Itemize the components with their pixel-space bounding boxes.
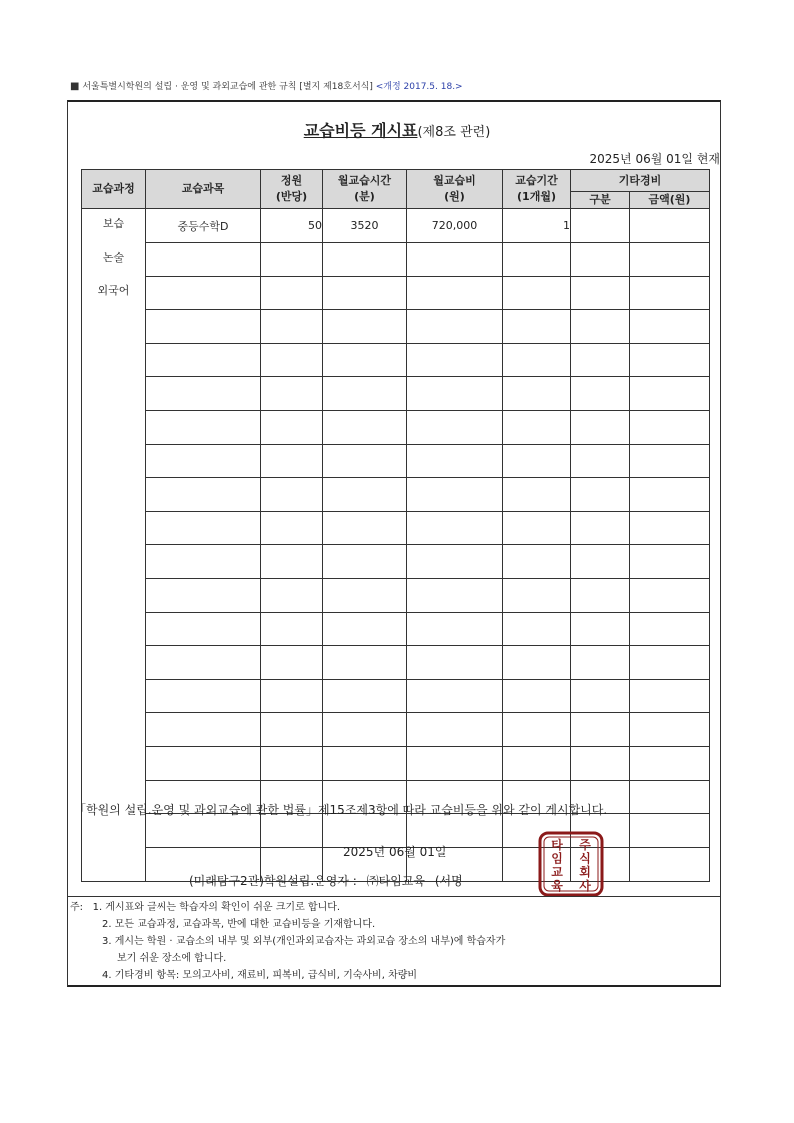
- fee-cell: [407, 747, 503, 781]
- subject-cell: [146, 276, 261, 310]
- course-cell: 논술: [82, 243, 146, 277]
- capacity-cell: [261, 713, 323, 747]
- other-type-cell: [571, 377, 630, 411]
- signer-branch: (미래탐구2관)학원설립.운영자 :: [189, 874, 357, 888]
- course-cell: [82, 847, 146, 881]
- course-cell: [82, 713, 146, 747]
- other-type-cell: [571, 411, 630, 445]
- period-cell: [503, 747, 571, 781]
- subject-cell: [146, 612, 261, 646]
- other-type-cell: [571, 713, 630, 747]
- other-amount-cell: [630, 679, 710, 713]
- notes-prefix: 주:: [70, 902, 84, 913]
- svg-text:주: 주: [579, 838, 591, 852]
- hours-cell: [323, 310, 407, 344]
- fee-cell: [407, 679, 503, 713]
- header-hours-line1: 월교습시간: [337, 174, 392, 187]
- period-cell: [503, 579, 571, 613]
- header-period: [503, 170, 571, 209]
- period-cell: [503, 276, 571, 310]
- title-sub: (제8조 관련): [417, 125, 491, 140]
- subject-cell: [146, 713, 261, 747]
- note-4: 4. 기타경비 항목: 모의고사비, 재료비, 피복비, 급식비, 기숙사비, 차량비: [102, 970, 418, 981]
- course-cell: [82, 444, 146, 478]
- hours-cell: [323, 343, 407, 377]
- capacity-cell: [261, 646, 323, 680]
- capacity-cell: [261, 579, 323, 613]
- header-period-line2: (1개월): [517, 190, 556, 203]
- header-monthly-fee: [407, 170, 503, 209]
- other-amount-cell: [630, 444, 710, 478]
- other-type-cell: [571, 276, 630, 310]
- course-cell: [82, 814, 146, 848]
- fee-cell: [407, 713, 503, 747]
- other-type-cell: [571, 646, 630, 680]
- fee-cell: [407, 646, 503, 680]
- other-type-cell: [571, 343, 630, 377]
- signer-sign-label: (서명: [434, 874, 463, 888]
- svg-text:타: 타: [551, 838, 563, 852]
- hours-cell: [323, 276, 407, 310]
- subject-cell: [146, 411, 261, 445]
- other-type-cell: [571, 243, 630, 277]
- subject-cell: [146, 511, 261, 545]
- note-3-cont: 보기 쉬운 장소에 합니다.: [117, 953, 227, 964]
- fee-cell: 720,000: [407, 209, 503, 243]
- other-amount-cell: [630, 545, 710, 579]
- other-type-cell: [571, 747, 630, 781]
- capacity-cell: [261, 276, 323, 310]
- capacity-cell: [261, 478, 323, 512]
- fee-cell: [407, 511, 503, 545]
- course-cell: [82, 747, 146, 781]
- fee-cell: [407, 377, 503, 411]
- table-row: [82, 747, 710, 781]
- other-amount-cell: [630, 310, 710, 344]
- table-row: [82, 545, 710, 579]
- other-amount-cell: [630, 847, 710, 881]
- subject-cell: [146, 444, 261, 478]
- header-subject: 교습과목: [146, 170, 261, 209]
- table-row: [82, 343, 710, 377]
- other-amount-cell: [630, 579, 710, 613]
- other-amount-cell: [630, 814, 710, 848]
- hours-cell: [323, 747, 407, 781]
- subject-cell: [146, 814, 261, 848]
- period-cell: [503, 411, 571, 445]
- regulation-reference: 서울특별시학원의 설립 · 운영 및 과외교습에 관한 규칙 [별지 제18호서식]: [82, 82, 373, 92]
- course-cell: [82, 579, 146, 613]
- hours-cell: [323, 377, 407, 411]
- subject-cell: [146, 545, 261, 579]
- note-line: [70, 899, 505, 916]
- posting-statement: 「학원의 설립.운영 및 과외교습에 관한 법률」제15조제3항에 따라 교습비등을 위와 같이 게시합니다.: [74, 803, 608, 817]
- period-cell: [503, 444, 571, 478]
- period-cell: [503, 511, 571, 545]
- table-row: [82, 478, 710, 512]
- fee-cell: [407, 612, 503, 646]
- subject-cell: [146, 679, 261, 713]
- course-cell: [82, 646, 146, 680]
- capacity-cell: [261, 343, 323, 377]
- period-cell: [503, 310, 571, 344]
- period-cell: [503, 612, 571, 646]
- hours-cell: [323, 646, 407, 680]
- signer-line: [189, 872, 469, 889]
- other-type-cell: [571, 209, 630, 243]
- table-row: [82, 310, 710, 344]
- header-hours-line2: (분): [354, 190, 375, 203]
- fee-cell: [407, 243, 503, 277]
- other-amount-cell: [630, 747, 710, 781]
- hours-cell: [323, 511, 407, 545]
- period-cell: [503, 243, 571, 277]
- course-cell: 보습: [82, 209, 146, 243]
- course-cell: [82, 377, 146, 411]
- subject-cell: 중등수학D: [146, 209, 261, 243]
- table-row: [82, 646, 710, 680]
- signer-operator: ㈜타임교육: [366, 874, 425, 888]
- table-row: [82, 243, 710, 277]
- subject-cell: [146, 343, 261, 377]
- other-type-cell: [571, 511, 630, 545]
- capacity-cell: [261, 310, 323, 344]
- period-cell: [503, 377, 571, 411]
- other-amount-cell: [630, 343, 710, 377]
- period-cell: 1: [503, 209, 571, 243]
- capacity-cell: [261, 545, 323, 579]
- period-cell: [503, 478, 571, 512]
- hours-cell: [323, 579, 407, 613]
- fee-table: [81, 169, 710, 882]
- capacity-cell: [261, 679, 323, 713]
- capacity-cell: [261, 243, 323, 277]
- fee-table-body: [82, 209, 710, 882]
- hours-cell: [323, 679, 407, 713]
- period-cell: [503, 343, 571, 377]
- other-type-cell: [571, 310, 630, 344]
- other-amount-cell: [630, 276, 710, 310]
- hours-cell: [323, 243, 407, 277]
- course-cell: [82, 511, 146, 545]
- svg-text:식: 식: [579, 851, 591, 866]
- note-2: 2. 모든 교습과정, 교습과목, 반에 대한 교습비등을 기재합니다.: [102, 919, 376, 930]
- subject-cell: [146, 478, 261, 512]
- hours-cell: [323, 444, 407, 478]
- header-other-amount: 금액(원): [630, 192, 710, 209]
- table-row: [82, 679, 710, 713]
- svg-text:교: 교: [551, 865, 563, 880]
- course-cell: [82, 310, 146, 344]
- course-cell: 외국어: [82, 276, 146, 310]
- other-amount-cell: [630, 243, 710, 277]
- header-monthly-hours: [323, 170, 407, 209]
- revision-note: <개정 2017.5. 18.>: [375, 82, 463, 92]
- header-other-type: 구분: [571, 192, 630, 209]
- other-amount-cell: [630, 713, 710, 747]
- subject-cell: [146, 377, 261, 411]
- note-1: 1. 게시표와 글씨는 학습자의 확인이 쉬운 크기로 합니다.: [92, 902, 341, 913]
- header-fee-line2: (원): [444, 190, 465, 203]
- course-cell: [82, 411, 146, 445]
- course-cell: [82, 679, 146, 713]
- page-title: [0, 118, 794, 141]
- capacity-cell: [261, 377, 323, 411]
- form-reference: [70, 79, 463, 92]
- other-type-cell: [571, 444, 630, 478]
- svg-text:육: 육: [551, 878, 563, 893]
- header-fee-line1: 월교습비: [433, 174, 476, 187]
- header-capacity-line2: (반당): [275, 190, 308, 203]
- capacity-cell: [261, 444, 323, 478]
- table-row: [82, 511, 710, 545]
- hours-cell: [323, 545, 407, 579]
- period-cell: [503, 545, 571, 579]
- svg-text:임: 임: [551, 851, 563, 866]
- header-other-expenses: 기타경비: [571, 170, 710, 192]
- hours-cell: [323, 713, 407, 747]
- table-row: [82, 377, 710, 411]
- other-amount-cell: [630, 209, 710, 243]
- title-main: 교습비등 게시표: [303, 121, 418, 140]
- table-row: [82, 276, 710, 310]
- fee-cell: [407, 579, 503, 613]
- fee-cell: [407, 411, 503, 445]
- capacity-cell: [261, 814, 323, 848]
- capacity-cell: [261, 747, 323, 781]
- course-cell: [82, 343, 146, 377]
- fee-cell: [407, 343, 503, 377]
- hours-cell: [323, 612, 407, 646]
- table-row: [82, 209, 710, 243]
- fee-cell: [407, 444, 503, 478]
- capacity-cell: 50: [261, 209, 323, 243]
- subject-cell: [146, 310, 261, 344]
- course-cell: [82, 478, 146, 512]
- other-amount-cell: [630, 780, 710, 814]
- header-course: 교습과정: [82, 170, 146, 209]
- subject-cell: [146, 243, 261, 277]
- fee-cell: [407, 276, 503, 310]
- table-row: [82, 579, 710, 613]
- other-amount-cell: [630, 377, 710, 411]
- note-3: 3. 게시는 학원 · 교습소의 내부 및 외부(개인과외교습자는 과외교습 장소의 내부)에 학습자가: [102, 936, 506, 947]
- other-amount-cell: [630, 511, 710, 545]
- hours-cell: 3520: [323, 209, 407, 243]
- other-amount-cell: [630, 612, 710, 646]
- fee-cell: [407, 478, 503, 512]
- other-type-cell: [571, 478, 630, 512]
- square-bullet: ■: [70, 81, 80, 92]
- notes-section: [70, 899, 505, 984]
- svg-text:회: 회: [579, 865, 591, 880]
- period-cell: [503, 646, 571, 680]
- table-row: [82, 444, 710, 478]
- company-seal-icon: [538, 831, 604, 897]
- posting-date: 2025년 06월 01일: [343, 845, 447, 859]
- subject-cell: [146, 747, 261, 781]
- course-cell: [82, 545, 146, 579]
- header-period-line1: 교습기간: [515, 174, 558, 187]
- header-capacity: [261, 170, 323, 209]
- fee-cell: [407, 545, 503, 579]
- period-cell: [503, 713, 571, 747]
- other-type-cell: [571, 679, 630, 713]
- period-cell: [503, 679, 571, 713]
- other-type-cell: [571, 545, 630, 579]
- capacity-cell: [261, 511, 323, 545]
- course-cell: [82, 612, 146, 646]
- subject-cell: [146, 579, 261, 613]
- hours-cell: [323, 411, 407, 445]
- other-amount-cell: [630, 646, 710, 680]
- other-amount-cell: [630, 411, 710, 445]
- fee-cell: [407, 310, 503, 344]
- subject-cell: [146, 646, 261, 680]
- capacity-cell: [261, 411, 323, 445]
- header-capacity-line1: 정원: [280, 174, 303, 187]
- hours-cell: [323, 478, 407, 512]
- as-of-date: 2025년 06월 01일 현재: [589, 152, 720, 166]
- other-amount-cell: [630, 478, 710, 512]
- table-row: [82, 713, 710, 747]
- capacity-cell: [261, 612, 323, 646]
- other-type-cell: [571, 579, 630, 613]
- svg-text:사: 사: [579, 878, 591, 893]
- notes-divider: [67, 896, 721, 897]
- table-row: [82, 612, 710, 646]
- other-type-cell: [571, 612, 630, 646]
- table-row: [82, 411, 710, 445]
